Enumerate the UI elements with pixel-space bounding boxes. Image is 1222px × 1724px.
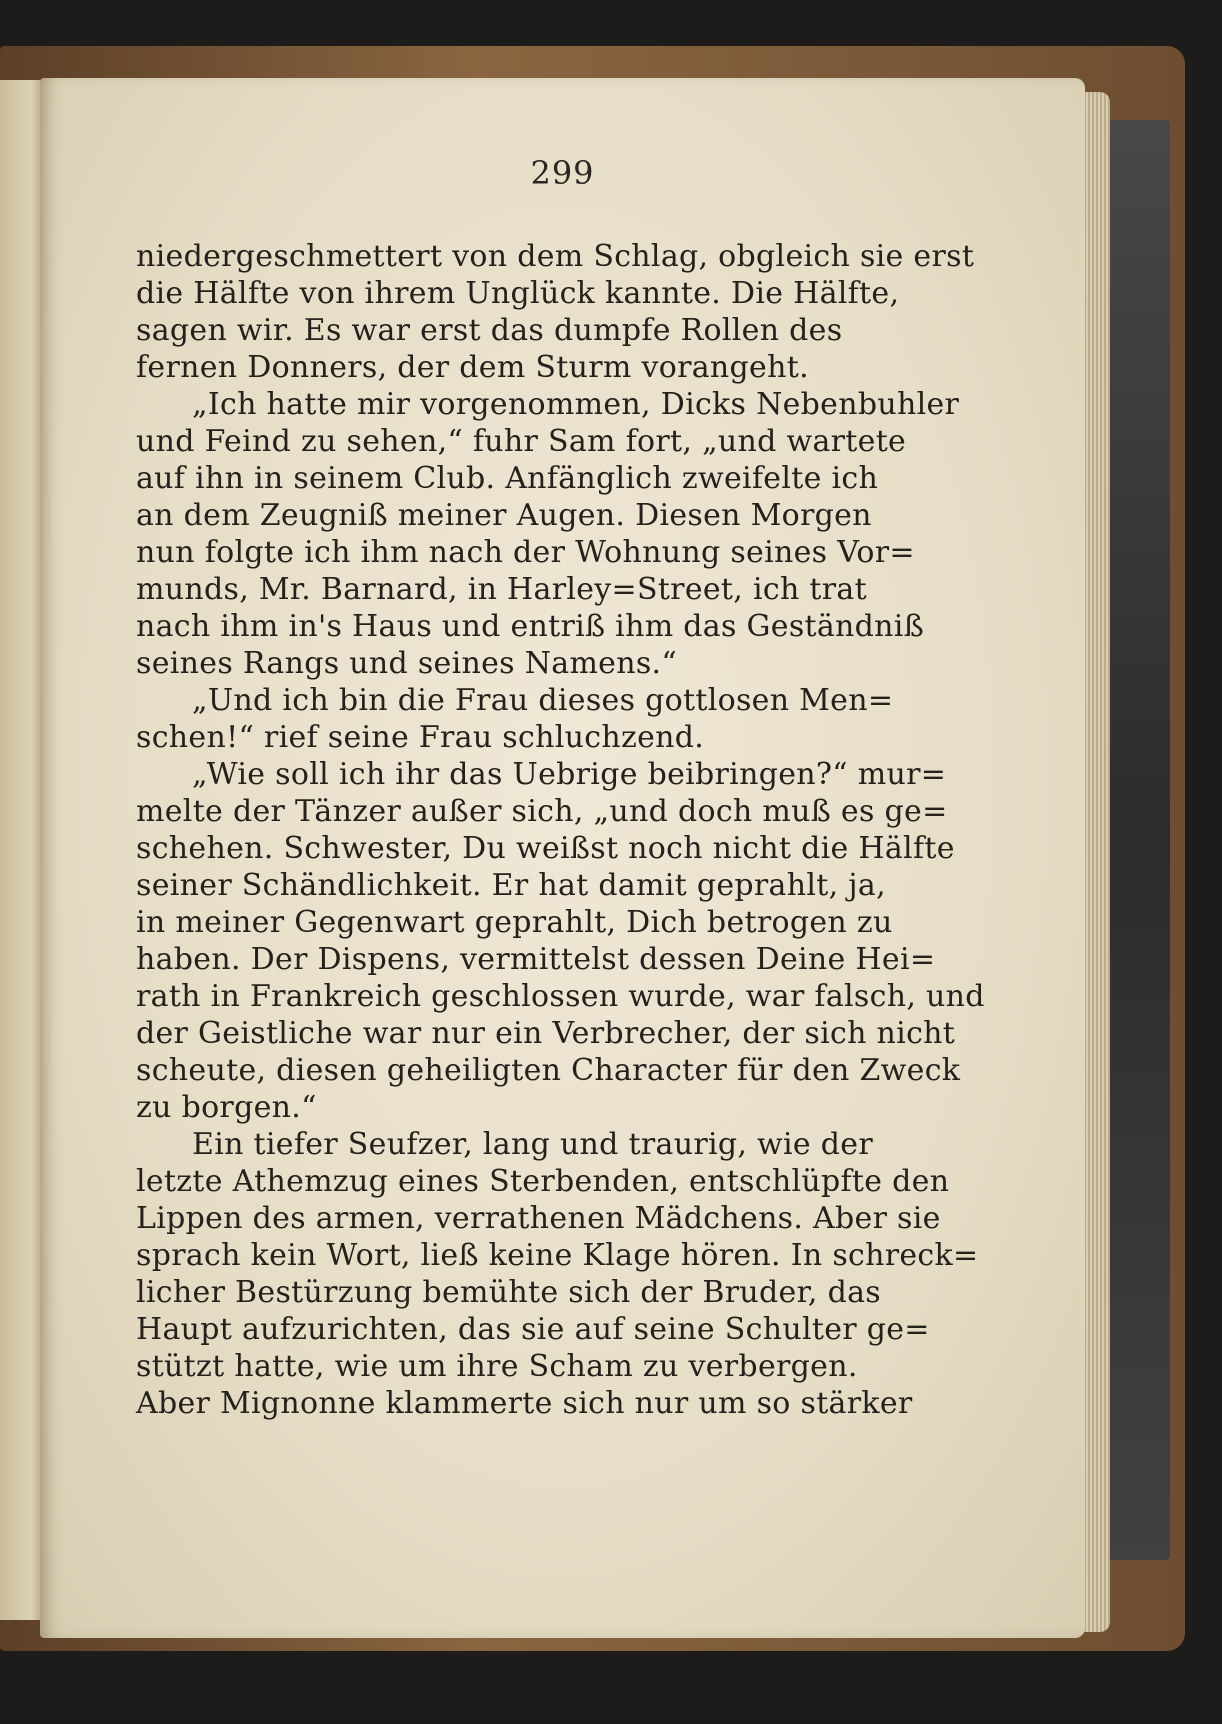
text-line: zu borgen.“ xyxy=(136,1090,317,1125)
text-line: fernen Donners, der dem Sturm vorangeht. xyxy=(136,350,809,385)
book-page xyxy=(40,78,1085,1638)
text-line: die Hälfte von ihrem Unglück kannte. Die Hälfte, xyxy=(136,276,900,311)
text-line: licher Bestürzung bemühte sich der Bruder, das xyxy=(136,1275,881,1310)
text-line: an dem Zeugniß meiner Augen. Diesen Morgen xyxy=(136,498,872,533)
text-line: scheute, diesen geheiligten Character für den Zweck xyxy=(136,1053,961,1088)
text-line: seiner Schändlichkeit. Er hat damit geprahlt, ja, xyxy=(136,868,886,903)
text-line: Aber Mignonne klammerte sich nur um so stärker xyxy=(136,1386,913,1421)
text-line: und Feind zu sehen,“ fuhr Sam fort, „und wartete xyxy=(136,424,907,459)
page-text xyxy=(136,238,1016,1422)
text-line: nun folgte ich ihm nach der Wohnung seines Vor= xyxy=(136,535,915,570)
text-line: melte der Tänzer außer sich, „und doch muß es ge= xyxy=(136,794,948,829)
text-line: „Ich hatte mir vorgenommen, Dicks Nebenbuhler xyxy=(192,387,960,422)
page-number: 299 xyxy=(530,154,595,192)
text-line: munds, Mr. Barnard, in Harley=Street, ich trat xyxy=(136,572,867,607)
text-line: niedergeschmettert von dem Schlag, obgleich sie erst xyxy=(136,239,975,274)
text-line: sagen wir. Es war erst das dumpfe Rollen des xyxy=(136,313,843,348)
text-line: Ein tiefer Seufzer, lang und traurig, wie der xyxy=(192,1127,873,1162)
text-line: in meiner Gegenwart geprahlt, Dich betrogen zu xyxy=(136,905,893,940)
text-line: letzte Athemzug eines Sterbenden, entschlüpfte den xyxy=(136,1164,950,1199)
text-line: Lippen des armen, verrathenen Mädchens. Aber sie xyxy=(136,1201,941,1236)
text-line: haben. Der Dispens, vermittelst dessen Deine Hei= xyxy=(136,942,936,977)
text-line: auf ihn in seinem Club. Anfänglich zweifelte ich xyxy=(136,461,879,496)
text-line: rath in Frankreich geschlossen wurde, war falsch, und xyxy=(136,979,985,1014)
text-line: „Wie soll ich ihr das Uebrige beibringen?“ mur= xyxy=(192,757,947,792)
text-line: „Und ich bin die Frau dieses gottlosen Men= xyxy=(192,683,894,718)
text-line: der Geistliche war nur ein Verbrecher, der sich nicht xyxy=(136,1016,956,1051)
text-line: Haupt aufzurichten, das sie auf seine Schulter ge= xyxy=(136,1312,930,1347)
text-line: schen!“ rief seine Frau schluchzend. xyxy=(136,720,705,755)
text-line: nach ihm in's Haus und entriß ihm das Geständniß xyxy=(136,609,925,644)
text-line: stützt hatte, wie um ihre Scham zu verbergen. xyxy=(136,1349,858,1384)
text-line: schehen. Schwester, Du weißst noch nicht die Hälfte xyxy=(136,831,955,866)
text-line: sprach kein Wort, ließ keine Klage hören. In schreck= xyxy=(136,1238,979,1273)
previous-page-edge xyxy=(0,80,44,1620)
text-line: seines Rangs und seines Namens.“ xyxy=(136,646,678,681)
